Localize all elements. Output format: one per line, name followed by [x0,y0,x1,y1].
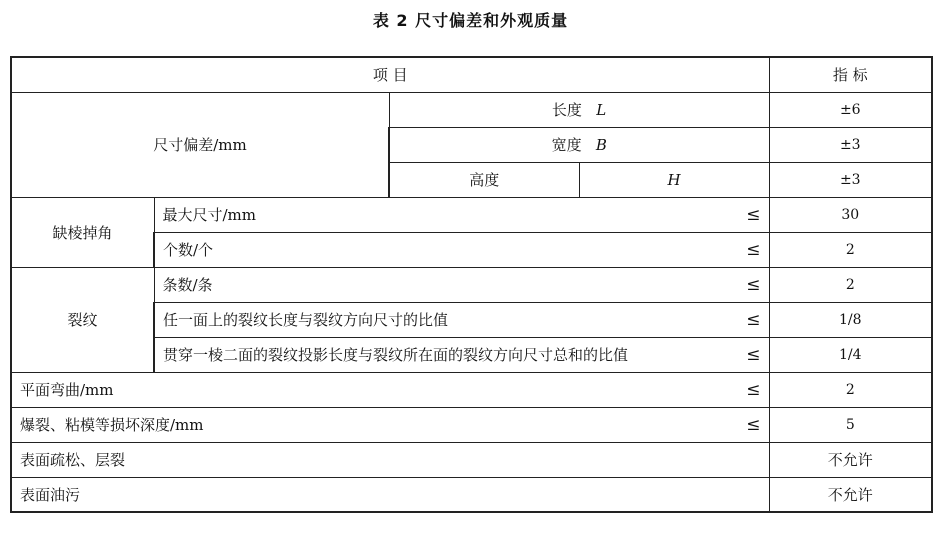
corner-label: 缺棱掉角 [11,197,154,267]
oil-label: 表面油污 [11,477,769,512]
crack-strip-label: 条数/条 [162,276,213,294]
burst-label: 爆裂、粘模等损坏深度/mm [20,416,204,434]
corner-count-label: 个数/个 [163,241,214,259]
header-index: 指 标 [769,57,932,92]
dim-width [389,127,769,162]
crack-ratio2 [154,337,769,372]
table-row [11,407,932,442]
dim-length-val: ±6 [769,92,932,127]
crack-strip [154,267,769,302]
dim-width-label: 宽度 [551,136,582,154]
le-symbol: ≤ [746,379,761,400]
le-symbol: ≤ [746,274,761,295]
crack-label: 裂纹 [11,267,154,372]
le-symbol: ≤ [746,239,761,260]
table-row [11,372,932,407]
crack-strip-val: 2 [769,267,932,302]
dim-height-val: ±3 [769,162,932,197]
header-item: 项 目 [11,57,769,92]
dim-height-sym: H [579,162,769,197]
loose-val: 不允许 [769,442,932,477]
le-symbol: ≤ [746,414,761,435]
quality-table [10,56,933,513]
corner-count [154,232,769,267]
burst-val: 5 [769,407,932,442]
flat-val: 2 [769,372,932,407]
dim-width-val: ±3 [769,127,932,162]
flat-label: 平面弯曲/mm [20,381,114,399]
crack-ratio1-label: 任一面上的裂纹长度与裂纹方向尺寸的比值 [163,311,449,329]
dim-label: 尺寸偏差/mm [11,92,389,197]
table-row [11,442,932,477]
dim-length-sym: L [596,101,607,119]
corner-max-label: 最大尺寸/mm [162,206,257,224]
crack-ratio1 [154,302,769,337]
flat-row [11,372,769,407]
dim-length [389,92,769,127]
header-row [11,57,932,92]
table-row [11,267,932,302]
dim-height-label: 高度 [389,162,579,197]
corner-max [154,197,769,232]
table-row [11,477,932,512]
crack-ratio2-val: 1/4 [769,337,932,372]
le-symbol: ≤ [746,344,761,365]
crack-ratio2-label: 贯穿一棱二面的裂纹投影长度与裂纹所在面的裂纹方向尺寸总和的比值 [163,346,629,364]
table-title: 表 2 尺寸偏差和外观质量 [372,11,569,30]
corner-count-val: 2 [769,232,932,267]
dim-length-label: 长度 [551,101,582,119]
crack-ratio1-val: 1/8 [769,302,932,337]
burst-row [11,407,769,442]
corner-max-val: 30 [769,197,932,232]
table-row [11,197,932,232]
dim-width-sym: B [595,136,607,154]
oil-val: 不允许 [769,477,932,512]
le-symbol: ≤ [746,309,761,330]
le-symbol: ≤ [746,204,761,225]
loose-label: 表面疏松、层裂 [11,442,769,477]
table-row [11,92,932,127]
